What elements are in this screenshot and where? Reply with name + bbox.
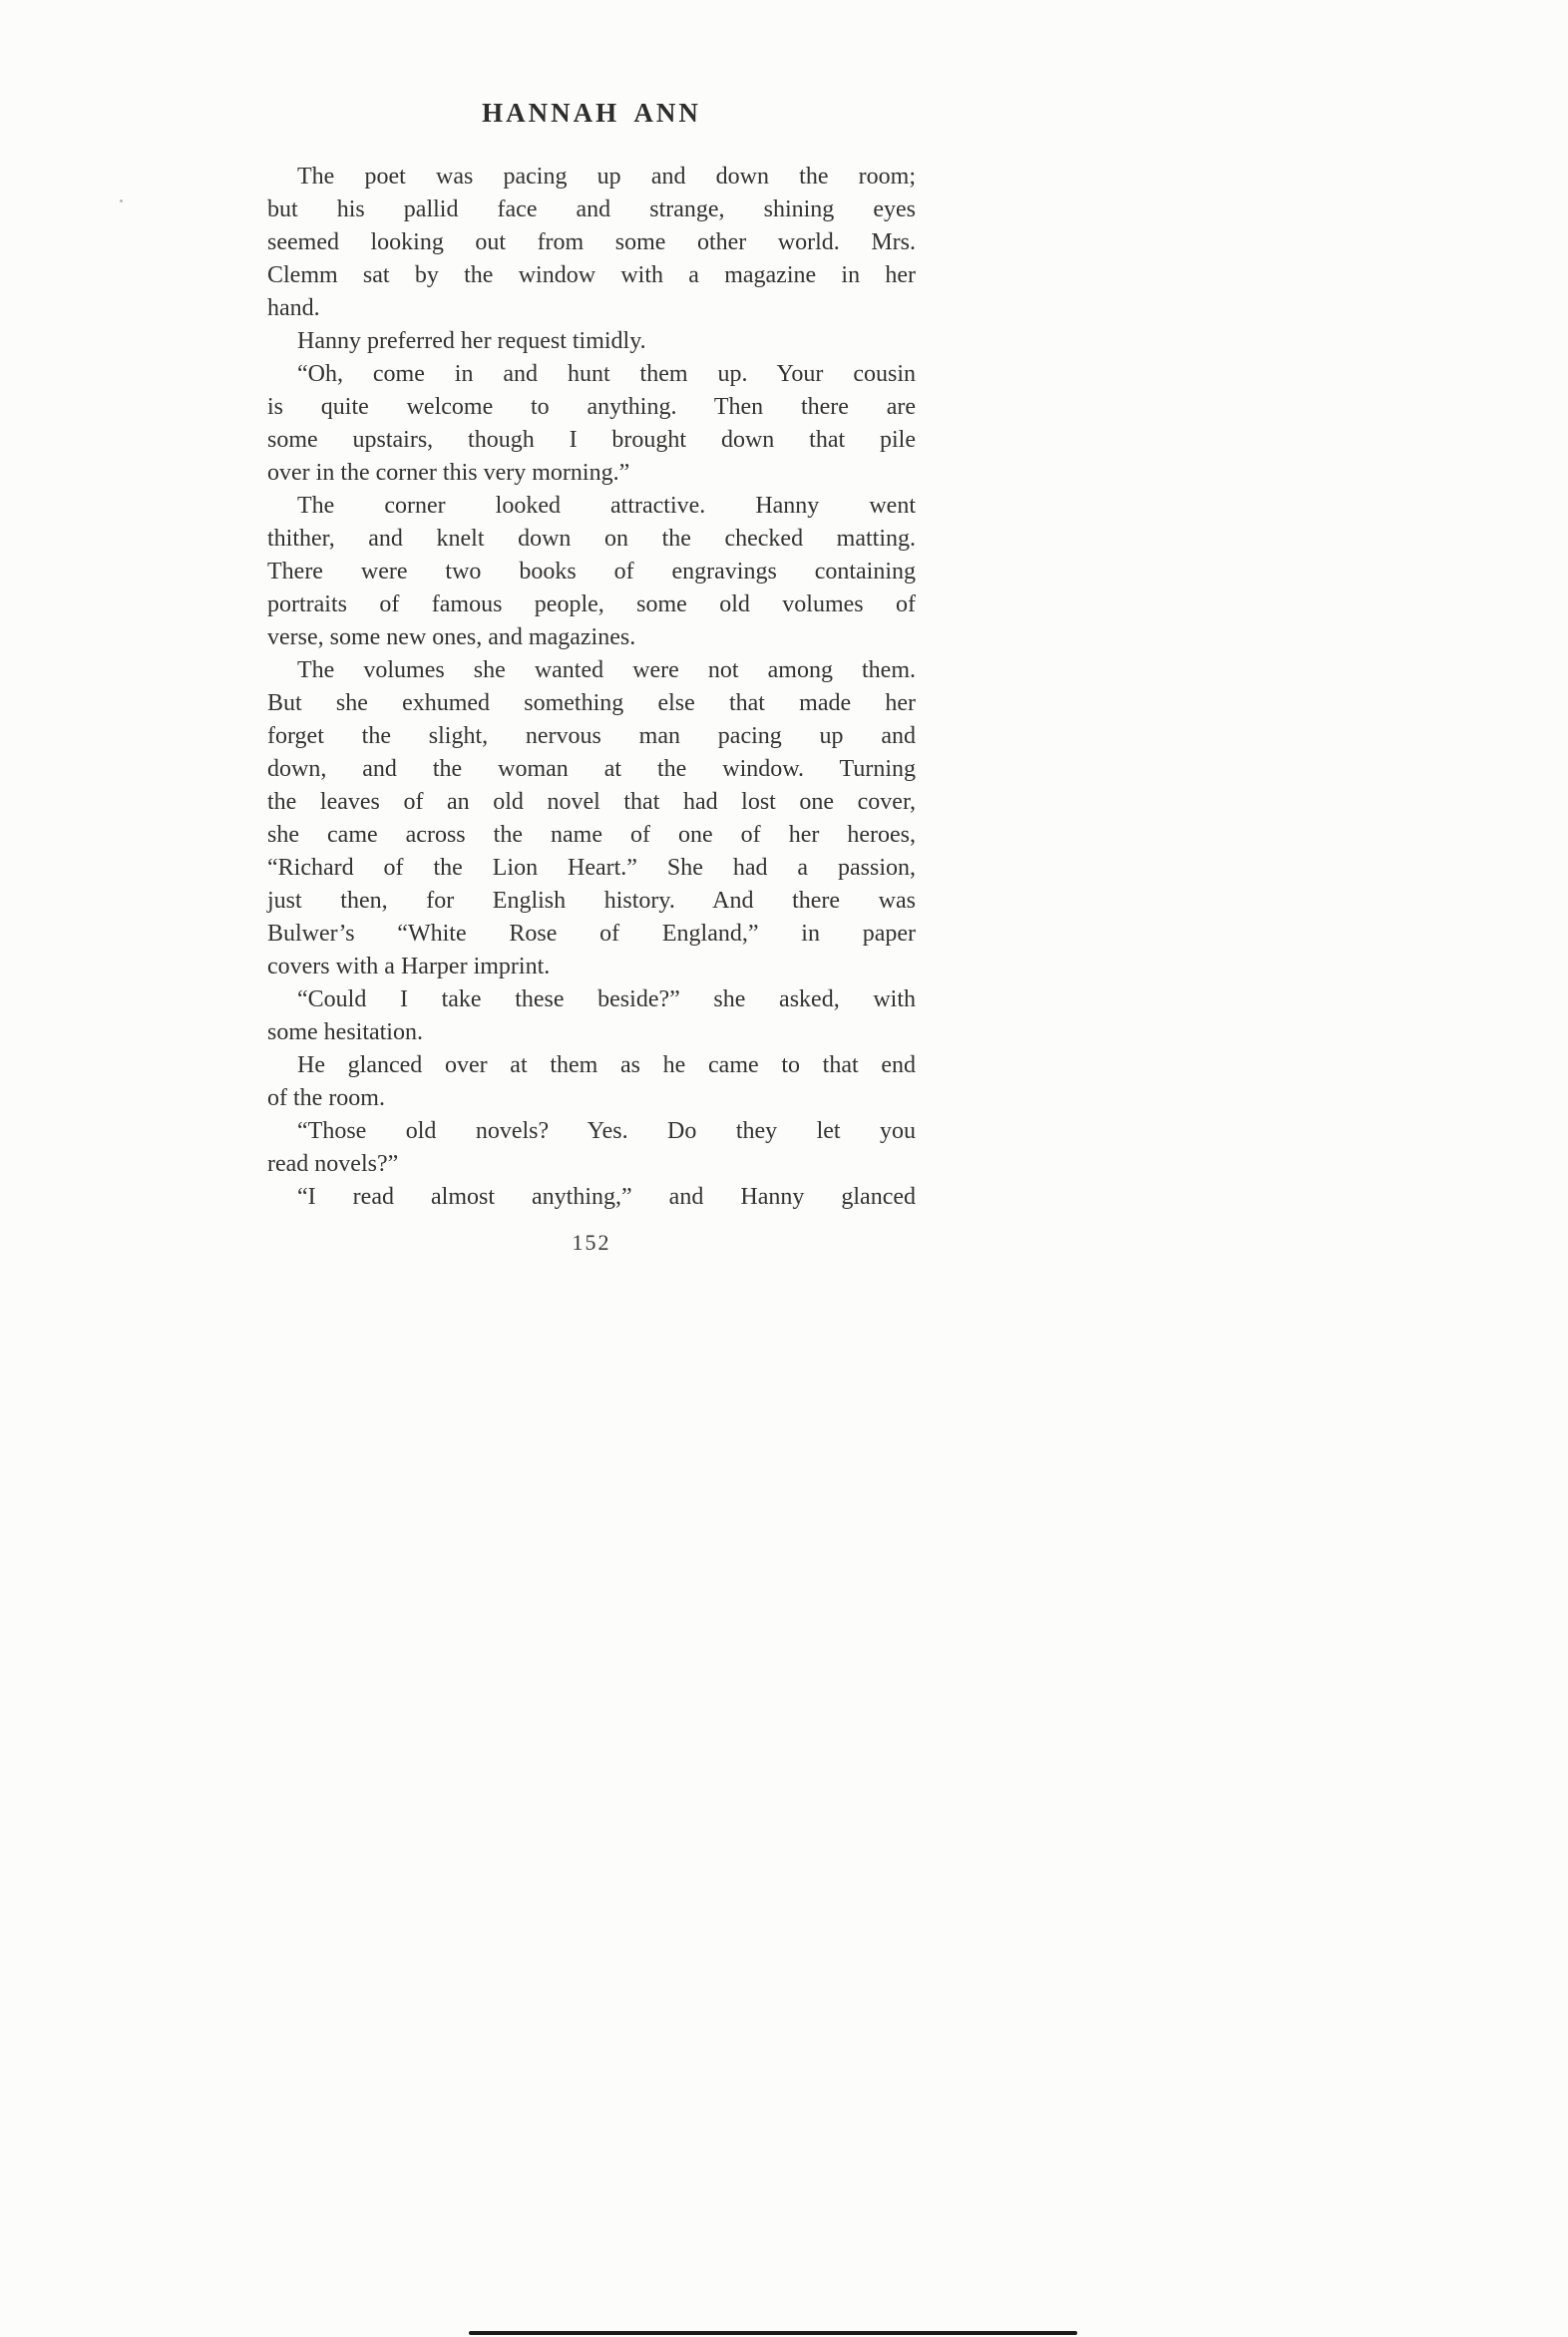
text-line: read novels?” (267, 1151, 399, 1177)
paragraph (267, 1049, 916, 1115)
text-line: the leaves of an old novel that had lost one cover, (267, 789, 916, 815)
text-line: But she exhumed something else that made her (267, 690, 916, 716)
text-line: “Oh, come in and hunt them up. Your cousin (297, 361, 916, 387)
paragraph (267, 983, 916, 1049)
text-line: covers with a Harper imprint. (267, 954, 551, 979)
text-line: hand. (267, 295, 320, 321)
text-line: just then, for English history. And there was (267, 888, 916, 914)
scan-artifact-line (469, 2331, 1077, 2335)
text-line: There were two books of engravings containing (267, 559, 916, 584)
text-line: verse, some new ones, and magazines. (267, 624, 636, 650)
scan-speck (120, 199, 123, 202)
paragraph (267, 358, 916, 490)
paragraph (267, 654, 916, 983)
text-line: Clemm sat by the window with a magazine in her (267, 262, 916, 288)
text-line: of the room. (267, 1085, 385, 1111)
text-line: over in the corner this very morning.” (267, 460, 630, 486)
text-line: Hanny preferred her request timidly. (297, 328, 646, 354)
text-line: she came across the name of one of her heroes, (267, 822, 916, 848)
text-block (267, 98, 916, 1256)
text-line: “Those old novels? Yes. Do they let you (297, 1118, 916, 1144)
text-line: some hesitation. (267, 1019, 423, 1045)
body-text (267, 161, 916, 1214)
text-line: Bulwer’s “White Rose of England,” in paper (267, 921, 916, 947)
text-line: seemed looking out from some other world. Mrs. (267, 229, 916, 255)
text-line: The poet was pacing up and down the room; (297, 164, 916, 190)
paragraph (267, 325, 916, 358)
text-line: is quite welcome to anything. Then there are (267, 394, 916, 420)
text-line: but his pallid face and strange, shining eyes (267, 196, 916, 222)
text-line: He glanced over at them as he came to that end (297, 1052, 916, 1078)
text-line: thither, and knelt down on the checked matting. (267, 526, 916, 552)
text-line: portraits of famous people, some old volumes of (267, 591, 916, 617)
text-line: forget the slight, nervous man pacing up and (267, 723, 916, 749)
paragraph (267, 490, 916, 654)
text-line: some upstairs, though I brought down that pile (267, 427, 916, 453)
paragraph (267, 161, 916, 325)
text-line: “I read almost anything,” and Hanny glanced (297, 1184, 916, 1210)
text-line: down, and the woman at the window. Turning (267, 756, 916, 782)
text-line: “Richard of the Lion Heart.” She had a passion, (267, 855, 916, 881)
paragraph (267, 1181, 916, 1214)
text-line: The volumes she wanted were not among them. (297, 657, 916, 683)
running-head: HANNAH ANN (482, 98, 701, 128)
paragraph (267, 1115, 916, 1181)
text-line: “Could I take these beside?” she asked, with (297, 986, 916, 1012)
page-number: 152 (572, 1230, 611, 1255)
text-line: The corner looked attractive. Hanny went (297, 493, 916, 519)
